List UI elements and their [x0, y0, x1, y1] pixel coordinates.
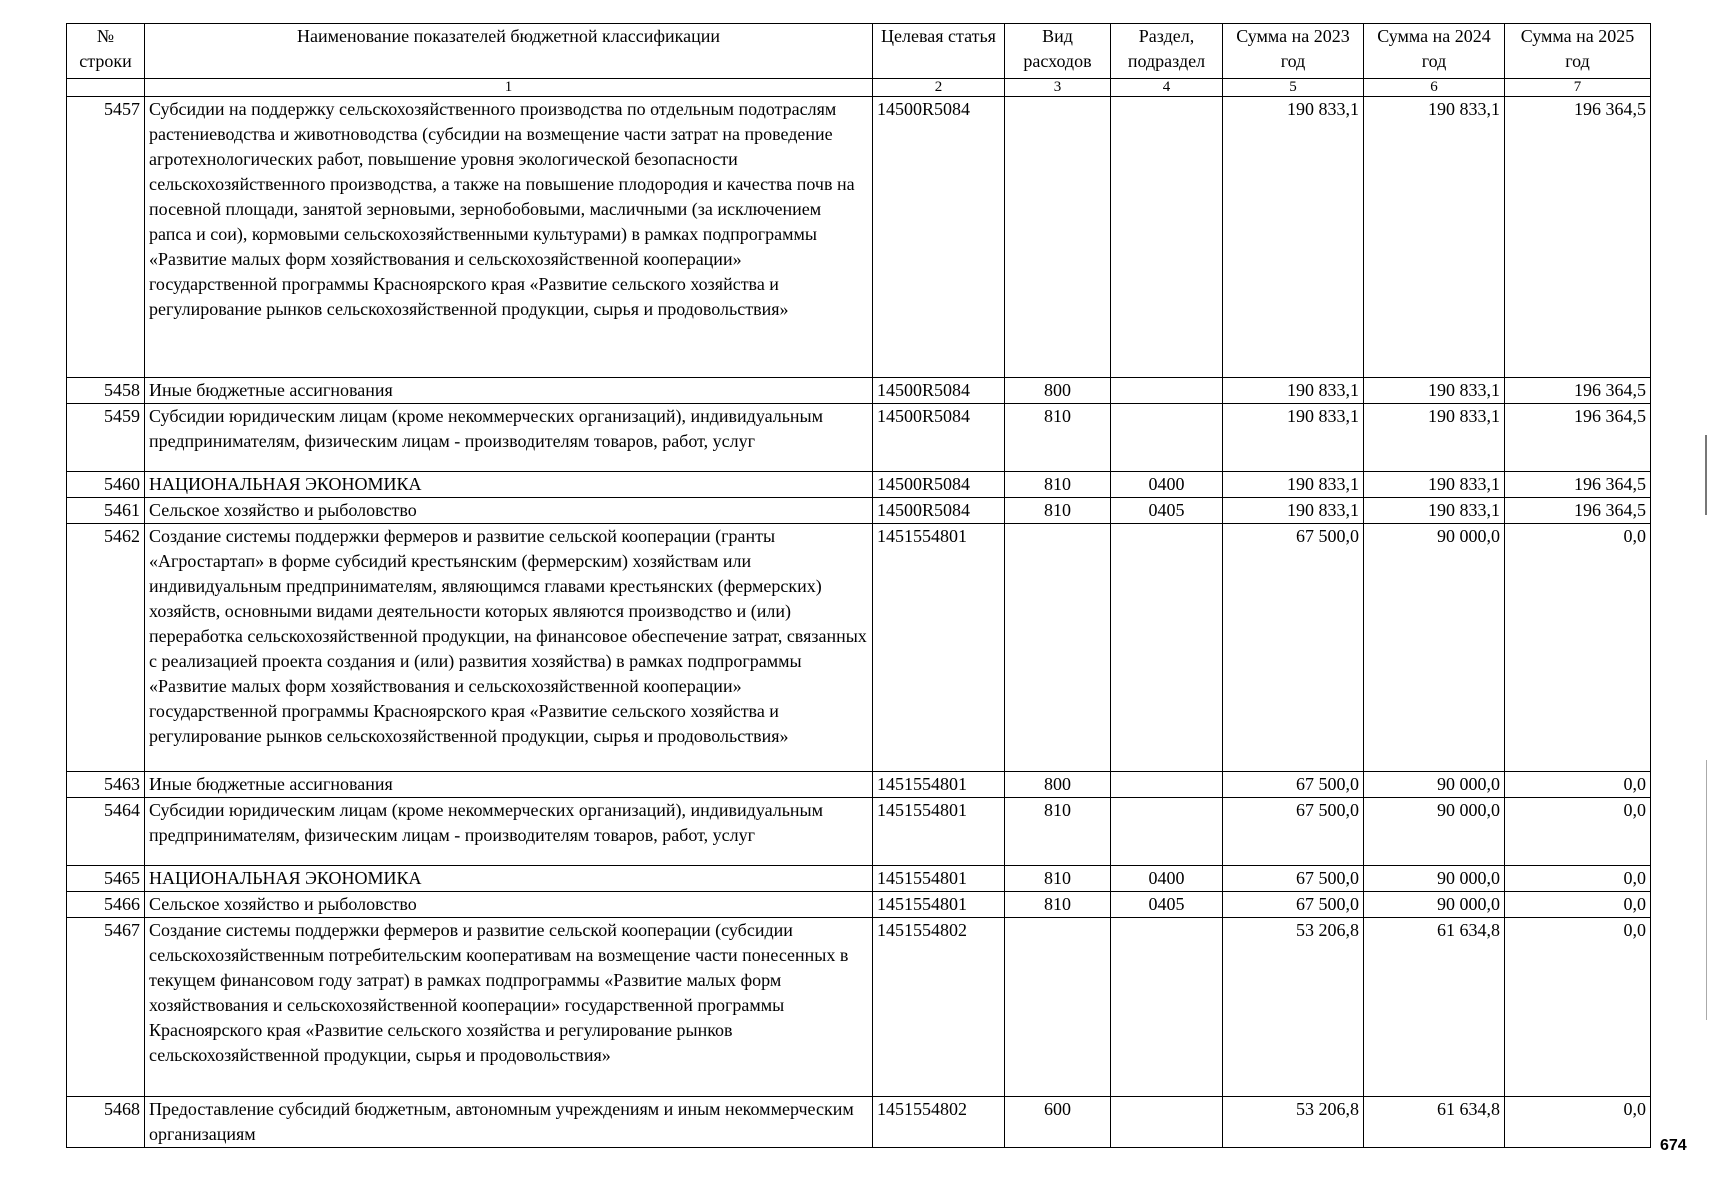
sum-2024-cell: 90 000,0	[1364, 524, 1505, 772]
target-article-cell: 1451554801	[873, 892, 1005, 918]
sum-2023-cell: 190 833,1	[1223, 472, 1364, 498]
target-article-cell: 1451554801	[873, 866, 1005, 892]
sum-2025-cell: 196 364,5	[1505, 472, 1651, 498]
table-row	[67, 798, 1651, 866]
row-number-cell: 5468	[67, 1097, 145, 1148]
sum-2025-cell: 196 364,5	[1505, 378, 1651, 404]
table-row	[67, 498, 1651, 524]
expense-kind-cell: 800	[1005, 772, 1111, 798]
section-cell: 0405	[1111, 892, 1223, 918]
header-target: Целевая статья	[873, 24, 1005, 79]
section-cell	[1111, 524, 1223, 772]
header-sum-2023: Сумма на 2023 год	[1223, 24, 1364, 79]
column-number: 5	[1223, 79, 1364, 97]
indicator-name-cell: Иные бюджетные ассигнования	[145, 772, 873, 798]
scan-edge-mark	[1705, 435, 1707, 515]
row-number-cell: 5463	[67, 772, 145, 798]
expense-kind-cell: 810	[1005, 472, 1111, 498]
section-cell: 0405	[1111, 498, 1223, 524]
indicator-name-cell: Субсидии юридическим лицам (кроме некоммерческих организаций), индивидуальным предпринимателям, физическим лицам - производителям товаров, работ, услуг	[145, 404, 873, 472]
sum-2023-cell: 53 206,8	[1223, 918, 1364, 1097]
column-number: 4	[1111, 79, 1223, 97]
column-number: 3	[1005, 79, 1111, 97]
sum-2023-cell: 67 500,0	[1223, 772, 1364, 798]
target-article-cell: 14500R5084	[873, 97, 1005, 378]
sum-2024-cell: 190 833,1	[1364, 97, 1505, 378]
expense-kind-cell: 810	[1005, 404, 1111, 472]
row-number-cell: 5457	[67, 97, 145, 378]
sum-2023-cell: 53 206,8	[1223, 1097, 1364, 1148]
expense-kind-cell: 810	[1005, 866, 1111, 892]
table-row	[67, 866, 1651, 892]
row-number-cell: 5464	[67, 798, 145, 866]
expense-kind-cell: 800	[1005, 378, 1111, 404]
target-article-cell: 1451554801	[873, 798, 1005, 866]
section-cell: 0400	[1111, 472, 1223, 498]
indicator-name-cell: НАЦИОНАЛЬНАЯ ЭКОНОМИКА	[145, 866, 873, 892]
indicator-name-cell: Создание системы поддержки фермеров и развитие сельской кооперации (субсидии сельскохозяйственным потребительским кооперативам на возмещение части понесенных в текущем финансовом году затрат) в рамках подпрограммы «Развитие малых форм хозяйствования и сельскохозяйственной кооперации» государственной программы Красноярского края «Развитие сельского хозяйства и регулирование рынков сельскохозяйственной продукции, сырья и продовольствия»	[145, 918, 873, 1097]
header-sum-2025: Сумма на 2025 год	[1505, 24, 1651, 79]
table-row	[67, 772, 1651, 798]
target-article-cell: 14500R5084	[873, 378, 1005, 404]
section-cell	[1111, 1097, 1223, 1148]
sum-2023-cell: 67 500,0	[1223, 866, 1364, 892]
sum-2024-cell: 61 634,8	[1364, 1097, 1505, 1148]
sum-2023-cell: 190 833,1	[1223, 498, 1364, 524]
sum-2024-cell: 90 000,0	[1364, 772, 1505, 798]
target-article-cell: 14500R5084	[873, 472, 1005, 498]
sum-2024-cell: 90 000,0	[1364, 892, 1505, 918]
sum-2024-cell: 190 833,1	[1364, 378, 1505, 404]
sum-2023-cell: 67 500,0	[1223, 524, 1364, 772]
row-number-cell: 5460	[67, 472, 145, 498]
target-article-cell: 14500R5084	[873, 404, 1005, 472]
sum-2024-cell: 190 833,1	[1364, 498, 1505, 524]
section-cell	[1111, 378, 1223, 404]
sum-2023-cell: 67 500,0	[1223, 892, 1364, 918]
indicator-name-cell: Субсидии юридическим лицам (кроме некоммерческих организаций), индивидуальным предпринимателям, физическим лицам - производителям товаров, работ, услуг	[145, 798, 873, 866]
scan-edge-mark	[1706, 760, 1707, 1020]
sum-2025-cell: 196 364,5	[1505, 97, 1651, 378]
table-row	[67, 378, 1651, 404]
sum-2025-cell: 196 364,5	[1505, 404, 1651, 472]
sum-2025-cell: 0,0	[1505, 918, 1651, 1097]
section-cell	[1111, 97, 1223, 378]
expense-kind-cell	[1005, 524, 1111, 772]
section-cell: 0400	[1111, 866, 1223, 892]
sum-2024-cell: 61 634,8	[1364, 918, 1505, 1097]
row-number-cell: 5458	[67, 378, 145, 404]
column-number: 6	[1364, 79, 1505, 97]
sum-2025-cell: 0,0	[1505, 892, 1651, 918]
table-row	[67, 404, 1651, 472]
sum-2024-cell: 190 833,1	[1364, 472, 1505, 498]
section-cell	[1111, 918, 1223, 1097]
sum-2023-cell: 190 833,1	[1223, 97, 1364, 378]
section-cell	[1111, 404, 1223, 472]
table-row	[67, 918, 1651, 1097]
expense-kind-cell: 810	[1005, 798, 1111, 866]
indicator-name-cell: Субсидии на поддержку сельскохозяйственного производства по отдельным подотраслям растениеводства и животноводства (субсидии на возмещение части затрат на проведение агротехнологических работ, повышение уровня экологической безопасности сельскохозяйственного производства, а также на повышение плодородия и качества почв на посевной площади, занятой зерновыми, зернобобовыми, масличными (за исключением рапса и сои), кормовыми сельскохозяйственными культурами) в рамках подпрограммы «Развитие малых форм хозяйствования и сельскохозяйственной кооперации» государственной программы Красноярского края «Развитие сельского хозяйства и регулирование рынков сельскохозяйственной продукции, сырья и продовольствия»	[145, 97, 873, 378]
indicator-name-cell: Создание системы поддержки фермеров и развитие сельской кооперации (гранты «Агростартап» в форме субсидий крестьянским (фермерским) хозяйствам или индивидуальным предпринимателям, являющимся главами крестьянских (фермерских) хозяйств, основными видами деятельности которых являются производство и (или) переработка сельскохозяйственной продукции, на финансовое обеспечение затрат, связанных с реализацией проекта создания и (или) развития хозяйства) в рамках подпрограммы «Развитие малых форм хозяйствования и сельскохозяйственной кооперации» государственной программы Красноярского края «Развитие сельского хозяйства и регулирование рынков сельскохозяйственной продукции, сырья и продовольствия»	[145, 524, 873, 772]
row-number-cell: 5462	[67, 524, 145, 772]
section-cell	[1111, 772, 1223, 798]
table-row	[67, 892, 1651, 918]
column-number: 7	[1505, 79, 1651, 97]
table-row	[67, 524, 1651, 772]
table-row	[67, 97, 1651, 378]
header-name: Наименование показателей бюджетной классификации	[145, 24, 873, 79]
indicator-name-cell: НАЦИОНАЛЬНАЯ ЭКОНОМИКА	[145, 472, 873, 498]
column-number-blank	[67, 79, 145, 97]
sum-2023-cell: 190 833,1	[1223, 404, 1364, 472]
sum-2025-cell: 0,0	[1505, 798, 1651, 866]
target-article-cell: 1451554802	[873, 1097, 1005, 1148]
sum-2023-cell: 190 833,1	[1223, 378, 1364, 404]
header-row-no: № строки	[67, 24, 145, 79]
row-number-cell: 5465	[67, 866, 145, 892]
row-number-cell: 5467	[67, 918, 145, 1097]
row-number-cell: 5461	[67, 498, 145, 524]
header-section: Раздел, подраздел	[1111, 24, 1223, 79]
indicator-name-cell: Сельское хозяйство и рыболовство	[145, 892, 873, 918]
indicator-name-cell: Предоставление субсидий бюджетным, автономным учреждениям и иным некоммерческим организациям	[145, 1097, 873, 1148]
expense-kind-cell: 600	[1005, 1097, 1111, 1148]
table-row	[67, 472, 1651, 498]
expense-kind-cell: 810	[1005, 892, 1111, 918]
table-body	[67, 97, 1651, 1148]
header-sum-2024: Сумма на 2024 год	[1364, 24, 1505, 79]
sum-2025-cell: 0,0	[1505, 524, 1651, 772]
target-article-cell: 14500R5084	[873, 498, 1005, 524]
sum-2025-cell: 0,0	[1505, 1097, 1651, 1148]
row-number-cell: 5466	[67, 892, 145, 918]
sum-2025-cell: 0,0	[1505, 772, 1651, 798]
header-kind: Вид расходов	[1005, 24, 1111, 79]
indicator-name-cell: Сельское хозяйство и рыболовство	[145, 498, 873, 524]
budget-table	[66, 23, 1651, 1148]
sum-2024-cell: 90 000,0	[1364, 866, 1505, 892]
sum-2024-cell: 190 833,1	[1364, 404, 1505, 472]
target-article-cell: 1451554802	[873, 918, 1005, 1097]
row-number-cell: 5459	[67, 404, 145, 472]
expense-kind-cell	[1005, 97, 1111, 378]
column-number: 2	[873, 79, 1005, 97]
column-number: 1	[145, 79, 873, 97]
sum-2023-cell: 67 500,0	[1223, 798, 1364, 866]
indicator-name-cell: Иные бюджетные ассигнования	[145, 378, 873, 404]
column-numbers-row	[67, 79, 1651, 97]
table-row	[67, 1097, 1651, 1148]
header-row	[67, 24, 1651, 79]
target-article-cell: 1451554801	[873, 524, 1005, 772]
page-number: 674	[1660, 1137, 1687, 1154]
sum-2024-cell: 90 000,0	[1364, 798, 1505, 866]
sum-2025-cell: 0,0	[1505, 866, 1651, 892]
expense-kind-cell: 810	[1005, 498, 1111, 524]
target-article-cell: 1451554801	[873, 772, 1005, 798]
section-cell	[1111, 798, 1223, 866]
sum-2025-cell: 196 364,5	[1505, 498, 1651, 524]
expense-kind-cell	[1005, 918, 1111, 1097]
